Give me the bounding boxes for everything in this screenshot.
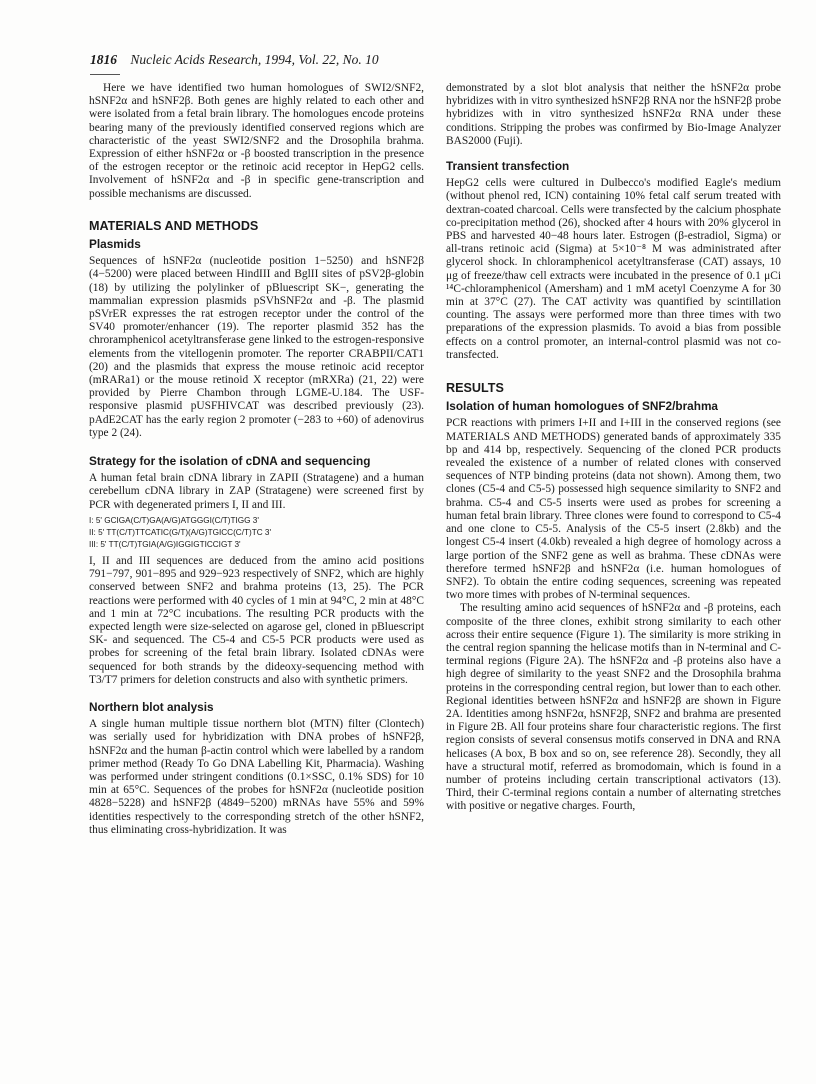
intro-paragraph: Here we have identified two human homologues of SWI2/SNF2, hSNF2α and hSNF2β. Both genes are highly related to each other and were isolated from a fetal brain library. The homologues encode proteins bearing many of the previously identified conserved regions which are characteristic of the yeast SWI2/SNF2 and the Drosophila brahma. Expression of either hSNF2α or -β boosted transcription in the presence of the estrogen receptor or the retinoic acid receptor in HepG2 cells. Involvement of hSNF2α and -β in specific gene-transcription and possible mechanisms are discussed.: [89, 82, 424, 200]
left-column: [89, 82, 424, 837]
strategy-heading: Strategy for the isolation of cDNA and sequencing: [89, 454, 371, 469]
isolation-heading: Isolation of human homologues of SNF2/brahma: [446, 399, 718, 414]
results-heading: RESULTS: [446, 381, 504, 396]
journal-citation: Nucleic Acids Research, 1994, Vol. 22, No. 10: [130, 52, 379, 67]
isolation-paragraph: PCR reactions with primers I+II and I+III in the conserved regions (see MATERIALS AND METHODS) generated bands of approximately 335 bp and 414 bp, respectively. Sequencing of the cloned PCR products revealed the existence of a number of related clones with conserved sequences of NTP binding proteins (data not shown). Among them, two clones (C5-4 and C5-5) possessed high sequence similarity to SNF2 and brahma. C5-4 and C5-5 inserts were used as probes for screening a human fetal brain library. Three clones were found to correspond to C5-4 and one clone to C5-5. Analysis of the C5-5 insert (2.8kb) and the longest C5-4 insert (4.0kb) revealed a high degree of homology across a large portion of the SNF2 gene as well as brahma. These cDNAs were therefore termed hSNF2β and hSNF2α (i.e. human homologues of SNF2). To obtain the entire coding sequences, screening was repeated two more times with probes of N-terminal sequences.: [446, 417, 781, 602]
northern-heading: Northern blot analysis: [89, 699, 214, 714]
northern-paragraph: A single human multiple tissue northern blot (MTN) filter (Clontech) was serially used for hybridization with DNA probes of hSNF2β, hSNF2α and the human β-actin control which were labelled by a random primer method (Ready To Go DNA Labelling Kit, Pharmacia). Washing was performed under stringent conditions (0.1×SSC, 0.1% SDS) for 10 min at 65°C. Sequences of the probes for hSNF2α (nucleotide position 4828−5228) and hSNF2β (4849−5200) mRNAs have 55% and 59% identities respectively to the corresponding stretch of the other hSNF2, thus eliminating cross-hybridization. It was: [89, 718, 424, 836]
right-column: [446, 82, 781, 814]
primer-iii: III: 5' TT(C/T)TGIA(A/G)IGGIGTICCIGT 3': [89, 539, 241, 549]
primer-list: [89, 515, 424, 551]
header-rule: [90, 74, 120, 75]
strategy-paragraph-2: I, II and III sequences are deduced from the amino acid positions 791−797, 901−895 and 929−923 respectively of SNF2, which are highly conserved between SNF2 and brahma proteins (13, 25). The PCR reactions were performed with 40 cycles of 1 min at 94°C, 2 min at 48°C and 1 min at 72°C incubations. The resulting PCR products with the expected length were size-selected on agarose gel, cloned in pBluescript SK- and sequenced. The C5-4 and C5-5 PCR products were used as probes for screening of the fetal brain library. Isolated cDNAs were sequenced for both strands by the dideoxy-sequencing method with T3/T7 primers for deletion constructs and also with synthetic primers.: [89, 554, 424, 686]
page-number: 1816: [90, 52, 117, 67]
plasmids-paragraph: Sequences of hSNF2α (nucleotide position 1−5250) and hSNF2β (4−5200) were placed between HindIII and BglII sites of pSV2β-globin (18) by utilizing the polylinker of pBluescript SK−, generating the mammalian expression plasmids pSVhSNF2α and -β. The plasmid pSVrER expresses the rat estrogen receptor under the control of the SV40 promoter/enhancer (19). The reporter plasmid 352 has the chroramphenicol acetyltransferase gene linked to the estrogen-responsive elements from the vitellogenin promoter. The reporter CRABPII/CAT1 (20) and the plasmids that express the mouse retinoic acid receptor (mRARa1) or the mouse retinoid X receptor (mRXRa) (21, 22) were provided by Pierre Chambon through LGME-U.184. The USF-responsive plasmid pUSFHIVCAT was described previously (23). pAdE2CAT has the early region 2 promoter (−283 to +60) of adenovirus type 2 (24).: [89, 255, 424, 439]
running-header: [90, 52, 379, 68]
strategy-paragraph: A human fetal brain cDNA library in ZAPII (Stratagene) and a human cerebellum cDNA library in ZAP (Stratagene) were screened first by PCR with degenerated primers I, II and III.: [89, 472, 424, 511]
continued-paragraph: demonstrated by a slot blot analysis that neither the hSNF2α probe hybridizes with in vitro synthesized hSNF2β RNA nor the hSNF2β probe hybridizes with in vitro synthesized hSNF2α RNA under these conditions. Stripping the probes was confirmed by Bio-Image Analyzer BAS2000 (Fuji).: [446, 82, 781, 147]
plasmids-heading: Plasmids: [89, 237, 141, 252]
primer-ii: II: 5' TT(C/T)TTCATIC(G/T)(A/G)TGICC(C/T)TC 3': [89, 527, 272, 537]
materials-methods-heading: MATERIALS AND METHODS: [89, 218, 259, 233]
transient-paragraph: HepG2 cells were cultured in Dulbecco's modified Eagle's medium (without phenol red, ICN) containing 10% fetal calf serum treated with dextran-coated charcoal. Cells were transfected by the calcium phosphate co-precipitation method (26), shocked after 4 hours with 20% glycerol in PBS and harvested 40−48 hours later. Estrogen (β-estradiol, Sigma) or all-trans retinoic acid (Sigma) at 5×10⁻⁸ M was administrated after glycerol shock. In chloramphenicol acetyltransferase (CAT) assays, 10 μg of freeze/thaw cell extracts were incubated in the presence of 0.1 μCi ¹⁴C-chloramphenicol (Amersham) and 1 mM acetyl Coenzyme A for 30 min at 37°C (27). The CAT activity was quantified by scintillation counting. The assays were performed more than three times with two preparations of the expression plasmids. To avoid a bias from possible effects on a control promoter, an internal-control plasmid was not co-transfected.: [446, 177, 781, 361]
primer-i: I: 5' GCIGA(C/T)GA(A/G)ATGGGI(C/T)TIGG 3': [89, 515, 259, 525]
transient-heading: Transient transfection: [446, 159, 570, 174]
results-paragraph-2: The resulting amino acid sequences of hSNF2α and -β proteins, each composite of the three clones, exhibit strong similarity to each other across their entire sequence (Figure 1). The similarity is more striking in the central region spanning the helicase motifs than in N-terminal and C-terminal regions (Figure 2A). The hSNF2α and -β proteins also have a high degree of similarity to the yeast SNF2 and the Drosophila brahma proteins in the corresponding central region, but lower than to each other. Regional identities between hSNF2α and hSNF2β are shown in Figure 2A. Identities among hSNF2α, hSNF2β, SNF2 and brahma are presented in Figure 2B. All four proteins share four characteristic regions. The first region consists of several consensus motifs conserved in DNA and RNA helicases (A box, B box and so on, see reference 28). Secondly, they all have a structural motif, referred as bromodomain, which is found in a number of proteins including certain transcriptional activators (13). Third, their C-terminal regions contain a number of alternating stretches with positive or negative charges. Fourth,: [446, 602, 781, 813]
